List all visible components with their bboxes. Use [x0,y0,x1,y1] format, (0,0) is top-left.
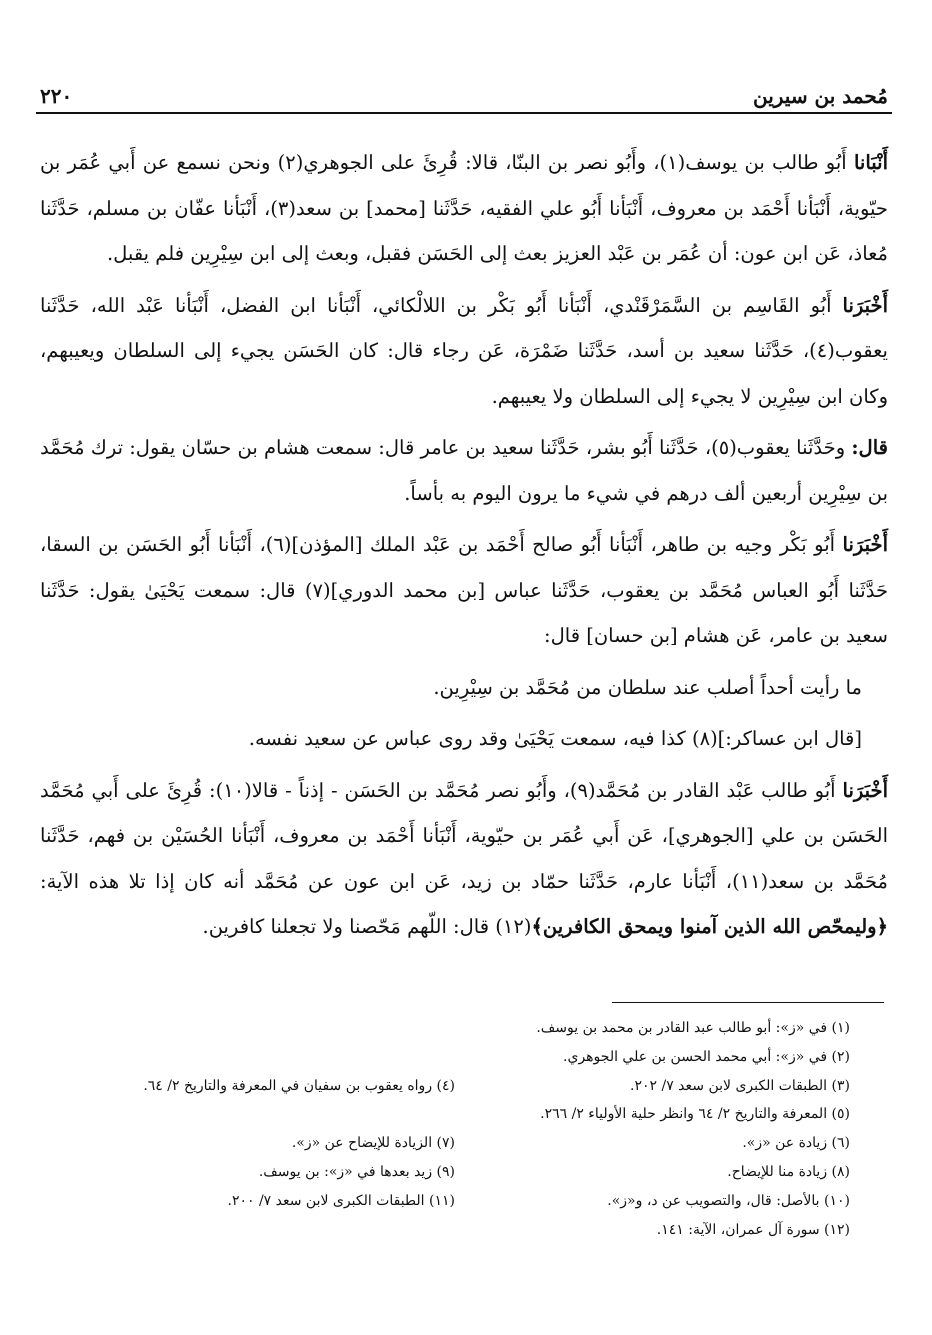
footnote-row [60,1158,850,1187]
paragraph-text-after: (١٢) قال: اللّهم مَحّصنا ولا تجعلنا كافرين. [202,915,532,938]
paragraph-text: ما رأيت أحداً أصلب عند سلطان من مُحَمَّد بن سِيْرِين. [433,675,862,699]
paragraph-2 [40,283,888,420]
footnote: (٥) المعرفة والتاريخ ٢/ ٦٤ وانظر حلية الأولياء ٢/ ٢٦٦. [540,1106,850,1123]
paragraph-text: أَبُو بَكْر وجيه بن طاهر، أَنْبَأنا أَبُو صالح أَحْمَد بن عَبْد الملك [المؤذن](٦)، أَنْبَأنا أَبُو الحَسَن بن السقا، حَدَّثَنا أَبُو العباس مُحَمَّد بن يعقوب، حَدَّثَنا عباس [بن محمد الدوري](٧) قال: سمعت يَحْيَىٰ يقول: حَدَّثَنا سعيد بن عامر، عَن هشام [بن حسان] قال: [40,533,888,647]
paragraph-text: وحَدَّثَنا يعقوب(٥)، حَدَّثَنا أَبُو بشر، حَدَّثَنا سعيد بن عامر قال: سمعت هشام بن حسّان يقول: ترك مُحَمَّد بن سِيْرِين أربعين ألف درهم في شيء ما يرون اليوم به بأساً. [40,436,888,505]
footnote: (٨) زيادة منا للإيضاح. [727,1163,850,1180]
page-number: ٢٢٠ [40,84,73,108]
footnote-row [60,1072,850,1101]
paragraph-lead: أَخْبَرَنا [842,778,888,802]
footnote: (١٠) بالأصل: قال، والتصويب عن د، و«ز». [607,1192,850,1209]
paragraph-5 [40,665,888,711]
footnote-row [60,1100,850,1129]
footnote-row [60,1187,850,1216]
paragraph-text: أَبُو طالب بن يوسف(١)، وأَبُو نصر بن البنّا، قالا: قُرِئَ على الجوهري(٢) ونحن نسمع عن أَبي عُمَر بن حيّوية، أَنْبَأنا أَحْمَد بن معروف، أَنْبَأنا أَبُو علي الفقيه، حَدَّثَنا [محمد] بن سعد(٣)، أَنْبَأنا عفّان بن مسلم، حَدَّثَنا مُعاذ، عَن ابن عون: أن عُمَر بن عَبْد العزيز بعث إلى الحَسَن فقبل، وبعث إلى ابن سِيْرِين فلم يقبل. [40,151,888,265]
paragraph-text: أَبُو طالب عَبْد القادر بن مُحَمَّد(٩)، وأَبُو نصر مُحَمَّد بن الحَسَن - إذناً - قالا(١٠): قُرِئَ على أَبي مُحَمَّد الحَسَن بن علي [الجوهري]، عَن أَبي عُمَر بن حيّوية، أَنْبَأنا أَحْمَد بن معروف، أَنْبَأنا الحُسَيْن بن فهم، حَدَّثَنا مُحَمَّد بن سعد(١١)، أَنْبَأنا عارم، حَدَّثَنا حمّاد بن زيد، عَن ابن عون عن مُحَمَّد أنه كان إذا تلا هذه الآية: [40,778,888,893]
footnote-row [60,1216,850,1245]
paragraph-1 [40,140,888,277]
footnote: (٩) زيد بعدها في «ز»: بن يوسف. [258,1163,455,1180]
paragraph-3 [40,425,888,516]
footnote-row [60,1014,850,1043]
footnote [60,1014,455,1043]
paragraph-4 [40,522,888,659]
paragraph-text: أَبُو القَاسِم بن السَّمَرْقَنْدي، أَنْبَأنا أَبُو بَكْر بن اللالْكائي، أَنْبَأنا ابن الفضل، أَنْبَأنا عَبْد الله، حَدَّثَنا يعقوب(٤)، حَدَّثَنا سعيد بن أسد، حَدَّثَنا ضَمْرَة، عَن رجاء قال: كان الحَسَن يجيء إلى السلطان ويعيبهم، وكان ابن سِيْرِين لا يجيء إلى السلطان ولا يعيبهم. [40,293,888,408]
running-title: مُحمد بن سيرين [752,84,888,108]
footnote [60,1043,455,1072]
header-rule [36,112,892,114]
footnote-rule [612,1002,884,1003]
paragraph-lead: قال: [851,436,888,459]
footnote: (٢) في «ز»: أبي محمد الحسن بن علي الجوهري. [563,1048,850,1065]
footnote: (٦) زيادة عن «ز». [742,1135,850,1152]
paragraph-text: [قال ابن عساكر:](٨) كذا فيه، سمعت يَحْيَىٰ وقد روى عباس عن سعيد نفسه. [248,727,862,750]
page-header [40,78,888,108]
paragraph-lead: أَخْبَرَنا [842,533,888,556]
paragraph-lead: أَخْبَرَنا [842,293,888,317]
footnote: (٤) رواه يعقوب بن سفيان في المعرفة والتاريخ ٢/ ٦٤. [143,1077,455,1094]
main-text [40,140,888,956]
footnote-row [60,1129,850,1158]
footnote-row [60,1043,850,1072]
footnote: (١) في «ز»: أبو طالب عبد القادر بن محمد بن يوسف. [536,1020,850,1036]
paragraph-6 [40,716,888,762]
footnotes [60,1014,850,1244]
quran-verse: ﴿وليمحّص الله الذين آمنوا ويمحق الكافرين﴾ [531,915,888,938]
footnote: (٣) الطبقات الكبرى لابن سعد ٧/ ٢٠٢. [630,1077,850,1094]
paragraph-7 [40,768,888,950]
footnote: (١٢) سورة آل عمران، الآية: ١٤١. [656,1221,850,1238]
footnote [60,1216,455,1245]
footnote: (١١) الطبقات الكبرى لابن سعد ٧/ ٢٠٠. [227,1192,455,1209]
footnote: (٧) الزيادة للإيضاح عن «ز». [291,1135,455,1152]
footnote [60,1100,455,1129]
paragraph-lead: أَنْبَانا [853,151,888,174]
